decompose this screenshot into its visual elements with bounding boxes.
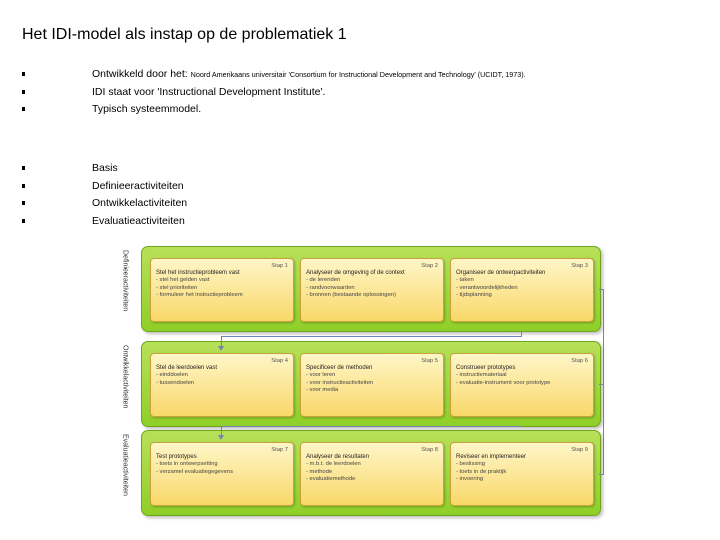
step-item: - evaluatie-instrument voor prototype [456, 379, 551, 386]
step-number: Stap 9 [571, 447, 588, 453]
step-number: Stap 8 [421, 447, 438, 453]
step-heading: Analyseer de resultaten [306, 454, 370, 461]
feedback-line [599, 289, 604, 290]
slide-title: Het IDI-model als instap op de problematiek 1 [22, 26, 347, 43]
step-item: - stel prioriteiten [156, 284, 198, 291]
step-item: - randvoorwaarden [306, 284, 355, 291]
step-box [450, 442, 594, 506]
step-number: Stap 1 [271, 263, 288, 269]
step-box [150, 442, 294, 506]
bullet-item [22, 66, 702, 84]
step-item: - formuleer het instructieprobleem [156, 291, 243, 298]
bullet-list-top [22, 66, 702, 119]
bullet-icon [22, 72, 25, 76]
arrow-down-icon [218, 346, 224, 351]
step-number: Stap 3 [571, 263, 588, 269]
step-item: - bronnen (bestaande oplossingen) [306, 291, 396, 298]
step-number: Stap 7 [271, 447, 288, 453]
step-item: - m.b.t. de leerdoelen [306, 461, 361, 468]
bullet-list-bottom [22, 160, 702, 230]
step-heading: Analyseer de omgeving of de context [306, 270, 405, 277]
step-heading: Stel de leerdoelen vast [156, 365, 218, 372]
step-item: - de lerenden [306, 277, 341, 284]
bullet-icon [22, 219, 25, 223]
bullet-icon [22, 184, 25, 188]
step-heading: Reviseer en implementeer [456, 454, 527, 461]
step-item: - voor leren [306, 372, 336, 379]
bullet-text: IDI staat voor 'Instructional Development Institute'. [92, 85, 326, 98]
connector-line [221, 426, 522, 427]
bullet-detail: Noord Amerikaans universitair 'Consortium for Instructional Development and Technology' (UCIDT, 1973). [190, 70, 526, 79]
step-number: Stap 6 [571, 358, 588, 364]
step-item: - methode [306, 468, 333, 475]
step-item: - tijdsplanning [456, 291, 492, 298]
bullet-item [22, 213, 702, 231]
step-box [450, 353, 594, 417]
step-item: - invoering [456, 475, 484, 482]
bullet-text: Typisch systeemmodel. [92, 103, 202, 115]
idi-model-diagram [110, 246, 606, 522]
step-item: - verzamel evaluatiegegevens [156, 468, 234, 475]
bullet-icon [22, 90, 25, 94]
phase-label: Definieeractiviteiten [121, 250, 129, 312]
step-heading: Organiseer de ontwerpactiviteiten [456, 270, 546, 277]
step-item: - beslissing [456, 461, 485, 468]
step-item: - instructiemateriaal [456, 372, 507, 379]
step-heading: Construeer prototypes [456, 365, 516, 372]
step-number: Stap 4 [271, 358, 288, 364]
bullet-text: Ontwikkelactiviteiten [92, 197, 188, 209]
feedback-line [599, 384, 604, 385]
step-box [300, 442, 444, 506]
arrow-down-icon [218, 435, 224, 440]
bullet-icon [22, 107, 25, 111]
step-item: - einddoelen [156, 372, 188, 379]
step-heading: Specificeer de methoden [306, 365, 373, 372]
connector-line [221, 336, 522, 337]
feedback-line [603, 289, 604, 475]
bullet-text: Ontwikkeld door het: [92, 68, 191, 80]
phase-label: Ontwikkelactiviteiten [121, 345, 129, 409]
step-item: - voor media [306, 386, 339, 393]
bullet-item [22, 84, 702, 102]
feedback-line [599, 474, 604, 475]
bullet-item [22, 160, 702, 178]
step-item: - taken [456, 277, 474, 284]
bullet-item [22, 195, 702, 213]
bullet-icon [22, 166, 25, 170]
bullet-item [22, 101, 702, 119]
connector-line [221, 336, 222, 346]
step-item: - tussendoelen [156, 379, 195, 386]
phase-band-define [141, 246, 601, 332]
step-number: Stap 2 [421, 263, 438, 269]
bullet-text: Basis [92, 162, 118, 174]
bullet-icon [22, 201, 25, 205]
step-number: Stap 5 [421, 358, 438, 364]
step-item: - toets in ontwerpsetting [156, 461, 218, 468]
step-heading: Stel het instructieprobleem vast [156, 270, 240, 277]
step-item: - toets in de praktijk [456, 468, 507, 475]
phase-band-develop [141, 341, 601, 427]
step-item: - verantwoordelijkheden [456, 284, 518, 291]
bullet-text: Evaluatieactiviteiten [92, 214, 185, 227]
step-box [450, 258, 594, 322]
bullet-item [22, 178, 702, 196]
step-item: - stel het gelden vast [156, 277, 210, 284]
step-item: - evaluatiemethode [306, 475, 356, 482]
step-heading: Test prototypes [156, 454, 197, 461]
step-box [150, 258, 294, 322]
phase-label: Evaluatieactiviteiten [121, 434, 129, 496]
step-box [150, 353, 294, 417]
step-box [300, 258, 444, 322]
phase-band-evaluate [141, 430, 601, 516]
connector-line [221, 426, 222, 435]
step-box [300, 353, 444, 417]
bullet-text: Definieeractiviteiten [92, 179, 184, 192]
step-item: - voor instructieactiviteiten [306, 379, 374, 386]
